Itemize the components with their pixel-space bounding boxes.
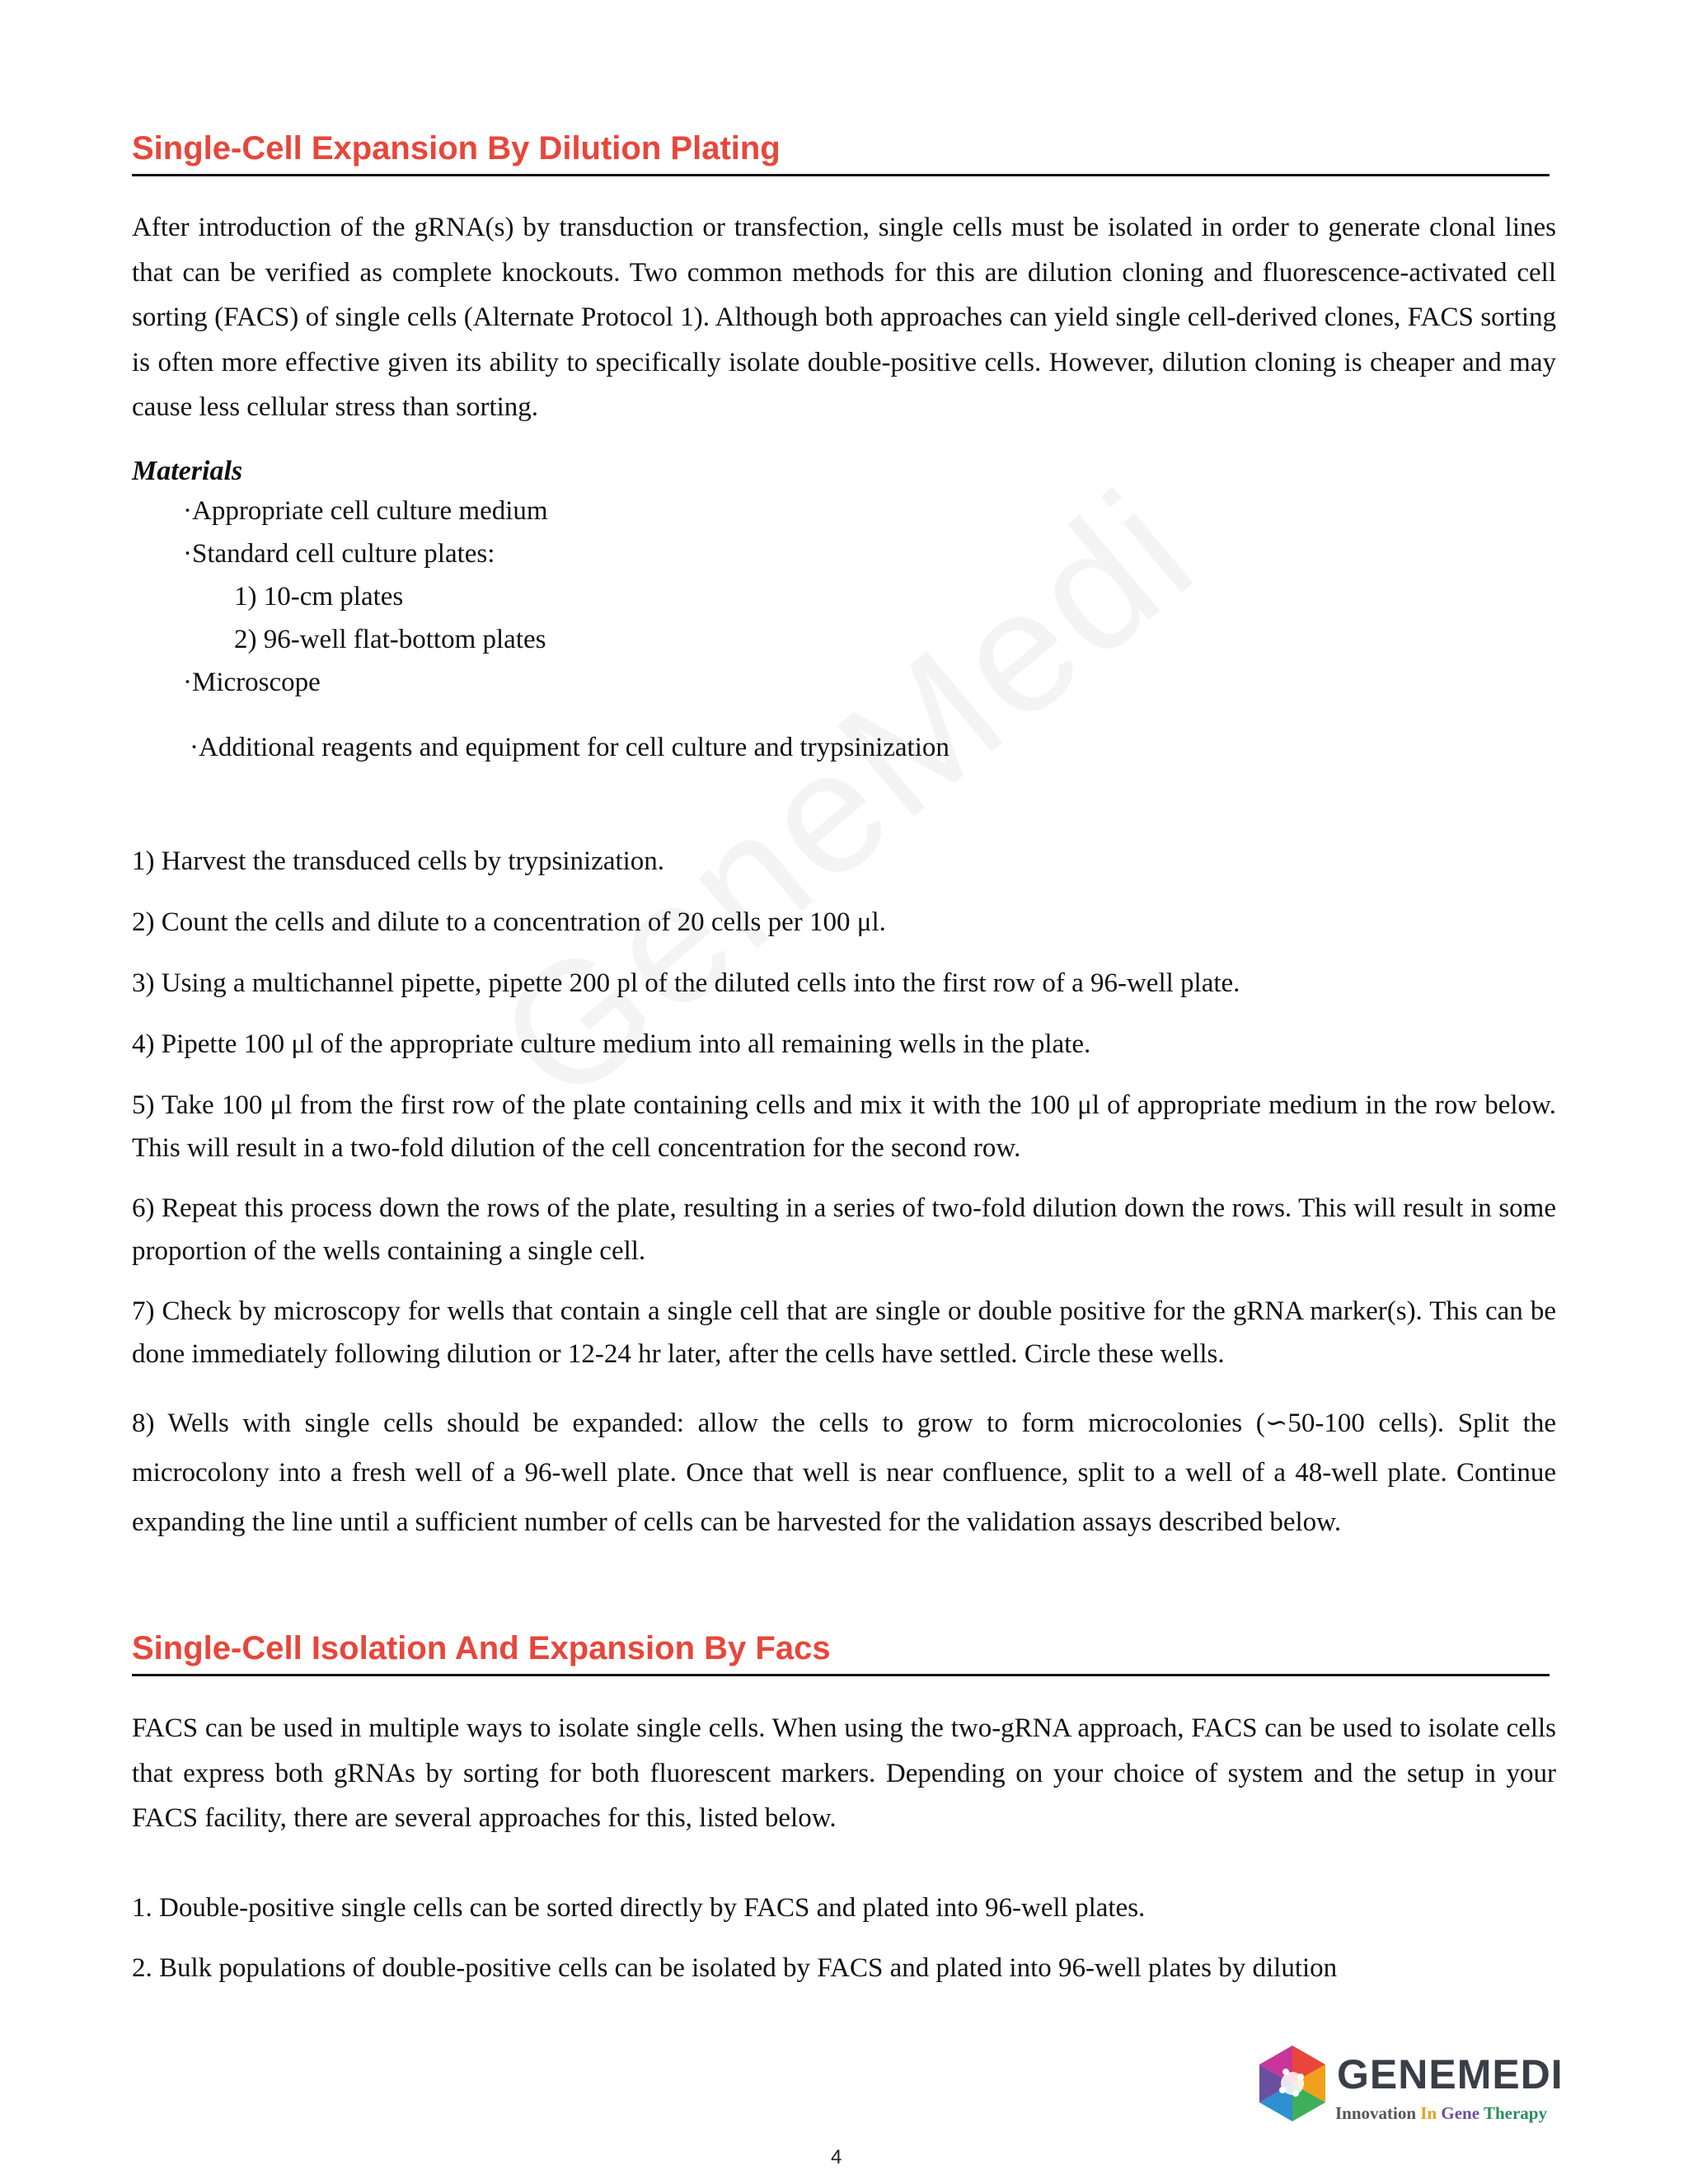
material-subitem: 1) 10-cm plates [234,582,404,612]
step-item: 3) Using a multichannel pipette, pipette 200 pl of the diluted cells into the first row of a 96-well plate. [132,968,1240,998]
step-item: 6) Repeat this process down the rows of the plate, resulting in a series of two-fold dilution down the rows. This will result in some proportion of the wells containing a single cell. [132,1193,1556,1266]
intro-paragraph-facs: FACS can be used in multiple ways to isolate single cells. When using the two-gRNA approach, FACS can be used to isolate cells that express both gRNAs by sorting for both fluorescent markers. Depending on your choice of system and the setup in your FACS facility, there are several approaches for this, listed below. [132,1713,1556,1833]
logo-tagline [1335,2103,1547,2124]
list-item: 2. Bulk populations of double-positive cells can be isolated by FACS and plated into 96-well plates by dilution [132,1953,1338,1983]
hexagon-logo-icon [1253,2044,1332,2123]
genemedi-logo [1253,2044,1566,2135]
step-item: 5) Take 100 μl from the first row of the plate containing cells and mix it with the 100 μl of appropriate medium in the row below. This will result in a two-fold dilution of the cell concentration for the second row. [132,1090,1556,1163]
tagline-word: In [1420,2103,1437,2123]
tagline-word: Gene [1441,2103,1480,2123]
section-heading-dilution-plating: Single-Cell Expansion By Dilution Plating [132,128,1550,176]
step-item: 8) Wells with single cells should be expanded: allow the cells to grow to form microcolonies (∽50-100 cells). Split the microcolony into a fresh well of a 96-well plate. Once that well is near confluence, split to a well of a 48-well plate. Continue expanding the line until a sufficient number of cells can be harvested for the validation assays described below. [132,1408,1556,1537]
step-item: 7) Check by microscopy for wells that contain a single cell that are single or double positive for the gRNA marker(s). This can be done immediately following dilution or 12-24 hr later, after the cells have settled. Circle these wells. [132,1296,1556,1369]
list-item: 1. Double-positive single cells can be sorted directly by FACS and plated into 96-well plates. [132,1893,1146,1923]
step-item: 4) Pipette 100 μl of the appropriate culture medium into all remaining wells in the plate. [132,1029,1091,1059]
material-item: ·Additional reagents and equipment for cell culture and trypsinization [190,733,950,762]
material-item: ·Microscope [183,668,321,697]
material-subitem: 2) 96-well flat-bottom plates [234,625,546,654]
step-item: 2) Count the cells and dilute to a concentration of 20 cells per 100 μl. [132,907,886,937]
tagline-word: Therapy [1483,2103,1547,2123]
material-item: ·Appropriate cell culture medium [183,496,548,526]
step-item: 1) Harvest the transduced cells by trypsinization. [132,846,665,876]
logo-wordmark: GENEMEDI [1337,2051,1564,2097]
material-item: ·Standard cell culture plates: [183,539,495,569]
tagline-word: Innovation [1335,2103,1417,2123]
section-heading-facs: Single-Cell Isolation And Expansion By Facs [132,1628,1550,1676]
intro-paragraph-dilution: After introduction of the gRNA(s) by transduction or transfection, single cells must be isolated in order to generate clonal lines that can be verified as complete knockouts. Two common methods for this are dilution cloning and fluorescence-activated cell sorting (FACS) of single cells (Alternate Protocol 1). Although both approaches can yield single cell-derived clones, FACS sorting is often more effective given its ability to specifically isolate double-positive cells. However, dilution cloning is cheaper and may cause less cellular stress than sorting. [132,213,1556,422]
materials-label: Materials [132,456,243,486]
page-number: 4 [831,2146,842,2168]
